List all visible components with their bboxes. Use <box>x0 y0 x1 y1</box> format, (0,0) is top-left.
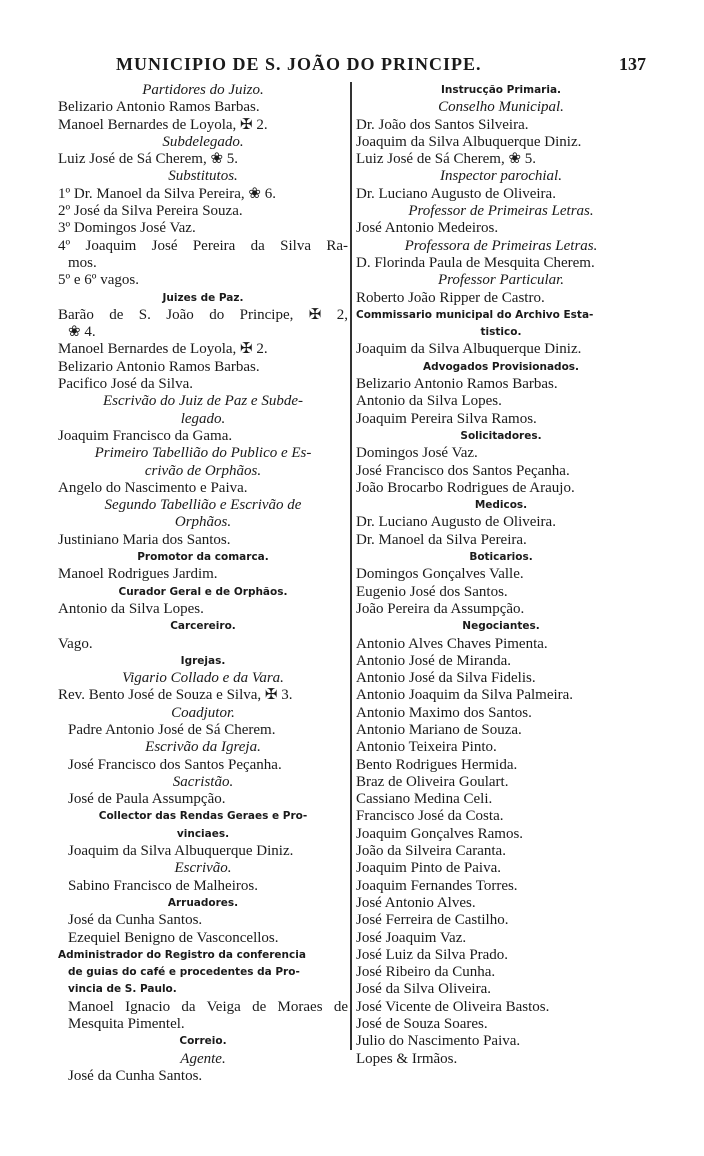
section-heading: Collector das Rendas Geraes e Pro- <box>98 810 308 823</box>
section-heading: Escrivão da Igreja. <box>145 739 261 756</box>
section-heading: de guias do café e procedentes da Pro- <box>68 966 300 979</box>
entry-line: José de Souza Soares. <box>356 1016 488 1033</box>
section-heading: crivão de Orphãos. <box>144 462 262 479</box>
section-heading: Sacristão. <box>172 773 234 790</box>
entry-line: João Brocarbo Rodrigues de Araujo. <box>356 479 575 496</box>
section-heading: Negociantes. <box>462 620 540 633</box>
section-heading: Segundo Tabellião e Escrivão de <box>104 497 302 514</box>
section-heading: Professor Particular. <box>437 272 565 289</box>
entry-line: Mesquita Pimentel. <box>68 1016 185 1033</box>
entry-line: Joaquim da Silva Albuquerque Diniz. <box>68 843 294 860</box>
entry-line: Sabino Francisco de Malheiros. <box>68 877 258 894</box>
section-heading: Substitutos. <box>168 168 238 185</box>
entry-line: Antonio Teixeira Pinto. <box>356 739 497 756</box>
left-column <box>58 82 348 1085</box>
entry-line: D. Florinda Paula de Mesquita Cherem. <box>356 254 595 271</box>
section-heading: Boticarios. <box>469 551 533 564</box>
entry-line: Belizario Antonio Ramos Barbas. <box>58 99 260 116</box>
entry-line: Dr. João dos Santos Silveira. <box>356 116 529 133</box>
entry-line: Rev. Bento José de Souza e Silva, ✠ 3. <box>58 687 293 704</box>
section-heading: Inspector parochial. <box>440 168 562 185</box>
entry-line: Luiz José de Sá Cherem, ❀ 5. <box>356 151 537 168</box>
section-heading: Subdelegado. <box>162 133 244 150</box>
section-heading: Curador Geral e de Orphãos. <box>118 585 288 598</box>
section-heading: Arruadores. <box>167 896 239 909</box>
section-heading: Solicitadores. <box>460 429 542 442</box>
entry-line: Antonio Alves Chaves Pimenta. <box>356 635 548 652</box>
entry-line: Joaquim da Silva Albuquerque Diniz. <box>356 133 582 150</box>
section-heading: Escrivão. <box>174 860 232 877</box>
entry-line: 4º Joaquim José Pereira da Silva Ra- <box>58 237 348 254</box>
entry-line: Dr. Luciano Augusto de Oliveira. <box>356 514 556 531</box>
column-divider <box>350 82 352 1050</box>
entry-line: Antonio Maximo dos Santos. <box>356 704 532 721</box>
entry-line: 2º José da Silva Pereira Souza. <box>58 203 243 220</box>
entry-line: Francisco José da Costa. <box>356 808 504 825</box>
section-heading: Igrejas. <box>180 654 226 667</box>
section-heading: Administrador do Registro da conferencia <box>58 948 306 961</box>
page-header <box>116 54 646 78</box>
entry-line: Braz de Oliveira Goulart. <box>356 773 509 790</box>
entry-line: Antonio da Silva Lopes. <box>58 600 204 617</box>
entry-line: Manoel Ignacio da Veiga de Moraes de <box>68 998 348 1015</box>
entry-line: José Francisco dos Santos Peçanha. <box>356 462 570 479</box>
entry-line: Joaquim Pinto de Paiva. <box>356 860 501 877</box>
entry-line: Manoel Rodrigues Jardim. <box>58 566 218 583</box>
section-heading: Orphãos. <box>174 514 232 531</box>
section-heading: Instrucção Primaria. <box>440 84 562 96</box>
entry-line: José da Silva Oliveira. <box>356 981 491 998</box>
entry-line: Lopes & Irmãos. <box>356 1050 458 1067</box>
entry-line: Vago. <box>58 635 93 652</box>
entry-line: José Antonio Alves. <box>356 894 476 911</box>
right-column <box>356 82 646 1068</box>
section-heading: legado. <box>180 410 226 427</box>
section-heading: Agente. <box>180 1050 226 1067</box>
section-heading: vinciaes. <box>176 827 230 840</box>
entry-line: José Antonio Medeiros. <box>356 220 499 237</box>
entry-line: Padre Antonio José de Sá Cherem. <box>68 721 276 738</box>
entry-line: José Ferreira de Castilho. <box>356 912 509 929</box>
section-heading: Commissario municipal do Archivo Esta- <box>356 308 594 321</box>
entry-line: Antonio José da Silva Fidelis. <box>356 670 536 687</box>
entry-line: José Ribeiro da Cunha. <box>356 964 496 981</box>
entry-line: José de Paula Assumpção. <box>68 791 226 808</box>
entry-line: Joaquim Fernandes Torres. <box>356 877 518 894</box>
entry-line: Antonio José de Miranda. <box>356 652 511 669</box>
section-heading: Partidores do Juizo. <box>142 82 264 98</box>
section-heading: vincia de S. Paulo. <box>68 983 177 996</box>
entry-line: Roberto João Ripper de Castro. <box>356 289 545 306</box>
entry-line: José Luiz da Silva Prado. <box>356 946 509 963</box>
entry-line: Dr. Luciano Augusto de Oliveira. <box>356 185 556 202</box>
entry-line: Ezequiel Benigno de Vasconcellos. <box>68 929 279 946</box>
entry-line: mos. <box>68 254 97 271</box>
entry-line: ❀ 4. <box>68 324 96 341</box>
entry-line: Domingos José Vaz. <box>356 445 478 462</box>
section-heading: Promotor da comarca. <box>137 551 269 564</box>
entry-line: Angelo do Nascimento e Paiva. <box>58 479 248 496</box>
entry-line: João da Silveira Caranta. <box>356 843 506 860</box>
entry-line: 5º e 6º vagos. <box>58 272 139 289</box>
section-heading: Professora de Primeiras Letras. <box>404 237 598 254</box>
entry-line: Joaquim da Silva Albuquerque Diniz. <box>356 341 582 358</box>
entry-line: José da Cunha Santos. <box>68 1067 203 1084</box>
entry-line: Antonio Mariano de Souza. <box>356 721 522 738</box>
entry-line: Luiz José de Sá Cherem, ❀ 5. <box>58 151 239 168</box>
entry-line: Dr. Manoel da Silva Pereira. <box>356 531 527 548</box>
entry-line: Pacifico José da Silva. <box>58 376 193 393</box>
entry-line: Manoel Bernardes de Loyola, ✠ 2. <box>58 116 268 133</box>
section-heading: Juizes de Paz. <box>162 291 244 304</box>
entry-line: Joaquim Pereira Silva Ramos. <box>356 410 537 427</box>
section-heading: Coadjutor. <box>171 704 235 721</box>
section-heading: tistico. <box>480 326 522 339</box>
entry-line: José Joaquim Vaz. <box>356 929 467 946</box>
entry-line: Barão de S. João do Principe, ✠ 2, <box>58 306 348 323</box>
section-heading: Medicos. <box>474 499 528 512</box>
section-heading: Primeiro Tabellião do Publico e Es- <box>94 445 312 462</box>
section-heading: Conselho Municipal. <box>438 99 564 116</box>
section-heading: Advogados Provisionados. <box>422 360 580 373</box>
entry-line: Joaquim Gonçalves Ramos. <box>356 825 524 842</box>
entry-line: Antonio Joaquim da Silva Palmeira. <box>356 687 574 704</box>
entry-line: Belizario Antonio Ramos Barbas. <box>58 358 260 375</box>
entry-line: Manoel Bernardes de Loyola, ✠ 2. <box>58 341 268 358</box>
page-title: MUNICIPIO DE S. JOÃO DO PRINCIPE. <box>116 54 482 74</box>
section-heading: Correio. <box>179 1035 227 1048</box>
entry-line: Justiniano Maria dos Santos. <box>58 531 231 548</box>
entry-line: Antonio da Silva Lopes. <box>356 393 502 410</box>
entry-line: João Pereira da Assumpção. <box>356 600 525 617</box>
section-heading: Escrivão do Juiz de Paz e Subde- <box>103 393 303 410</box>
section-heading: Vigario Collado e da Vara. <box>122 670 284 687</box>
entry-line: 1º Dr. Manoel da Silva Pereira, ❀ 6. <box>58 185 277 202</box>
entry-line: Cassiano Medina Celi. <box>356 791 493 808</box>
entry-line: José Francisco dos Santos Peçanha. <box>68 756 282 773</box>
entry-line: José da Cunha Santos. <box>68 912 203 929</box>
section-heading: Professor de Primeiras Letras. <box>408 203 594 220</box>
entry-line: José Vicente de Oliveira Bastos. <box>356 998 550 1015</box>
entry-line: Bento Rodrigues Hermida. <box>356 756 518 773</box>
entry-line: Belizario Antonio Ramos Barbas. <box>356 376 558 393</box>
entry-line: 3º Domingos José Vaz. <box>58 220 196 237</box>
section-heading: Carcereiro. <box>170 620 236 633</box>
page-number: 137 <box>619 54 646 74</box>
entry-line: Domingos Gonçalves Valle. <box>356 566 524 583</box>
entry-line: Eugenio José dos Santos. <box>356 583 508 600</box>
entry-line: Julio do Nascimento Paiva. <box>356 1033 521 1050</box>
entry-line: Joaquim Francisco da Gama. <box>58 427 233 444</box>
